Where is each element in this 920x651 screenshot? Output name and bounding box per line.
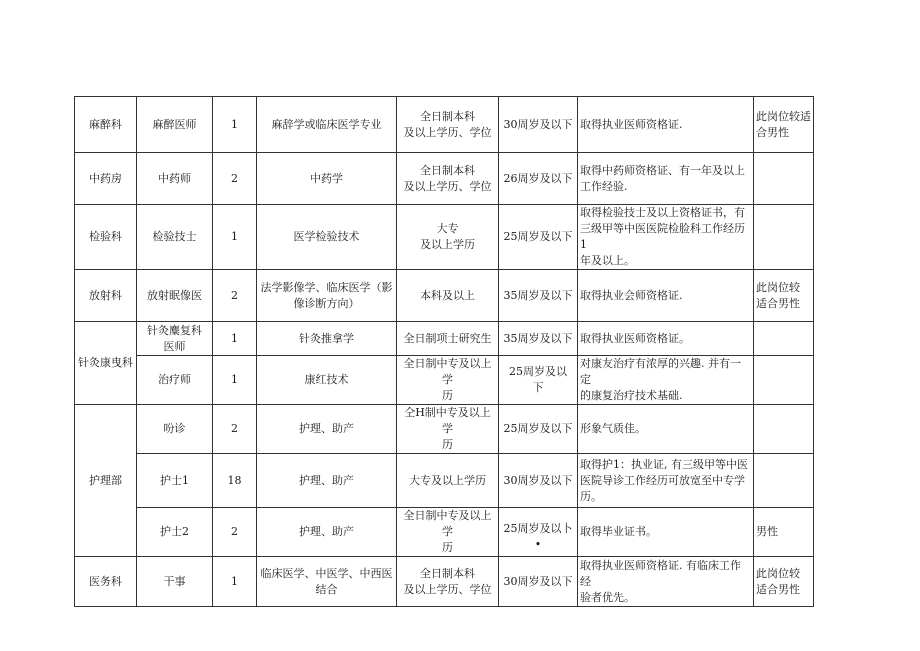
major-cell: 护理、助产 bbox=[257, 508, 397, 557]
table-row bbox=[75, 508, 814, 557]
count-cell: 2 bbox=[213, 405, 257, 454]
note-cell bbox=[754, 356, 814, 405]
age-cell: 30周岁及以下 bbox=[499, 454, 578, 508]
position-cell: 放射眠像医 bbox=[137, 270, 213, 322]
position-cell: 麻醉医师 bbox=[137, 97, 213, 153]
table-row bbox=[75, 405, 814, 454]
count-cell: 18 bbox=[213, 454, 257, 508]
count-cell: 2 bbox=[213, 270, 257, 322]
position-cell: 吩诊 bbox=[137, 405, 213, 454]
position-cell: 治疗师 bbox=[137, 356, 213, 405]
table-row bbox=[75, 454, 814, 508]
note-cell: 此岗位较适 合男性 bbox=[754, 97, 814, 153]
position-cell: 针灸麋复科 医师 bbox=[137, 322, 213, 356]
note-cell bbox=[754, 153, 814, 205]
count-cell: 1 bbox=[213, 322, 257, 356]
count-cell: 1 bbox=[213, 97, 257, 153]
education-cell: 仝H制中专及以上学 历 bbox=[397, 405, 499, 454]
education-cell: 全日制中专及以上学 历 bbox=[397, 508, 499, 557]
department-cell: 护理部 bbox=[75, 405, 137, 557]
age-cell: 26周岁及以下 bbox=[499, 153, 578, 205]
education-cell: 全日制项士研究生 bbox=[397, 322, 499, 356]
education-cell: 全日制本科 及以上学历、学位 bbox=[397, 557, 499, 607]
table-row bbox=[75, 270, 814, 322]
education-cell: 全日制本科 及以上学历、学位 bbox=[397, 97, 499, 153]
count-cell: 1 bbox=[213, 557, 257, 607]
department-cell: 医务科 bbox=[75, 557, 137, 607]
major-cell: 护理、助产 bbox=[257, 405, 397, 454]
requirements-cell: 取得中药师资格证、有一年及以上 工作经验. bbox=[578, 153, 754, 205]
department-cell: 麻醉科 bbox=[75, 97, 137, 153]
requirements-cell: 取得执业医师资格证。 bbox=[578, 322, 754, 356]
major-cell: 护理、助产 bbox=[257, 454, 397, 508]
age-cell: 35周岁及以下 bbox=[499, 270, 578, 322]
count-cell: 2 bbox=[213, 508, 257, 557]
table-row bbox=[75, 322, 814, 356]
requirements-cell: 取得执业医师资格证. 有临床工作经 验者优先。 bbox=[578, 557, 754, 607]
education-cell: 全日制本科 及以上学历、学位 bbox=[397, 153, 499, 205]
table-row bbox=[75, 97, 814, 153]
age-cell: 25周岁及以卜• bbox=[499, 508, 578, 557]
note-cell: 此岗位较 适合男性 bbox=[754, 270, 814, 322]
age-cell: 25周岁及以 下 bbox=[499, 356, 578, 405]
major-cell: 法学影像学、临床医学（影 像诊断方向） bbox=[257, 270, 397, 322]
major-cell: 中药学 bbox=[257, 153, 397, 205]
age-cell: 30周岁及以下 bbox=[499, 557, 578, 607]
note-cell: 男性 bbox=[754, 508, 814, 557]
department-cell: 中药房 bbox=[75, 153, 137, 205]
requirements-cell: 对康友治疗有浓厚的兴趣. 并有一定 的康复治疗技术基础. bbox=[578, 356, 754, 405]
table-row bbox=[75, 557, 814, 607]
requirements-cell: 取得毕业证书。 bbox=[578, 508, 754, 557]
requirements-cell: 取得检验技士及以上资格证书，有 三级甲等中医医院检脸科工作经历1 年及以上。 bbox=[578, 205, 754, 270]
age-cell: 35周岁及以下 bbox=[499, 322, 578, 356]
table-row bbox=[75, 153, 814, 205]
position-cell: 护士2 bbox=[137, 508, 213, 557]
education-cell: 全日制中专及以上学 历 bbox=[397, 356, 499, 405]
age-cell: 25周岁及以下 bbox=[499, 205, 578, 270]
department-cell: 针灸康曳科 bbox=[75, 322, 137, 405]
education-cell: 本科及以上 bbox=[397, 270, 499, 322]
note-cell: 此岗位较 适合男性 bbox=[754, 557, 814, 607]
major-cell: 针灸推拿学 bbox=[257, 322, 397, 356]
count-cell: 1 bbox=[213, 356, 257, 405]
major-cell: 康红技术 bbox=[257, 356, 397, 405]
education-cell: 大专 及以上学历 bbox=[397, 205, 499, 270]
requirements-cell: 取得执业医师资格证. bbox=[578, 97, 754, 153]
education-cell: 大专及以上学历 bbox=[397, 454, 499, 508]
department-cell: 检验科 bbox=[75, 205, 137, 270]
position-cell: 中药师 bbox=[137, 153, 213, 205]
note-cell bbox=[754, 322, 814, 356]
note-cell bbox=[754, 405, 814, 454]
age-cell: 30周岁及以下 bbox=[499, 97, 578, 153]
age-cell: 25周岁及以下 bbox=[499, 405, 578, 454]
major-cell: 麻辞学或临床医学专业 bbox=[257, 97, 397, 153]
position-cell: 护士1 bbox=[137, 454, 213, 508]
table-row bbox=[75, 356, 814, 405]
table-row bbox=[75, 205, 814, 270]
major-cell: 临床医学、中医学、中西医 结合 bbox=[257, 557, 397, 607]
major-cell: 医学检验技术 bbox=[257, 205, 397, 270]
position-cell: 检验技士 bbox=[137, 205, 213, 270]
recruitment-table bbox=[74, 96, 814, 607]
note-cell bbox=[754, 454, 814, 508]
position-cell: 干事 bbox=[137, 557, 213, 607]
requirements-cell: 取得执业会师资格证. bbox=[578, 270, 754, 322]
department-cell: 放射科 bbox=[75, 270, 137, 322]
count-cell: 1 bbox=[213, 205, 257, 270]
count-cell: 2 bbox=[213, 153, 257, 205]
requirements-cell: 取得护1：执业证, 有三级甲等中医 医院导诊工作经历可放宽至中专学 历。 bbox=[578, 454, 754, 508]
requirements-cell: 形象气质佳。 bbox=[578, 405, 754, 454]
note-cell bbox=[754, 205, 814, 270]
